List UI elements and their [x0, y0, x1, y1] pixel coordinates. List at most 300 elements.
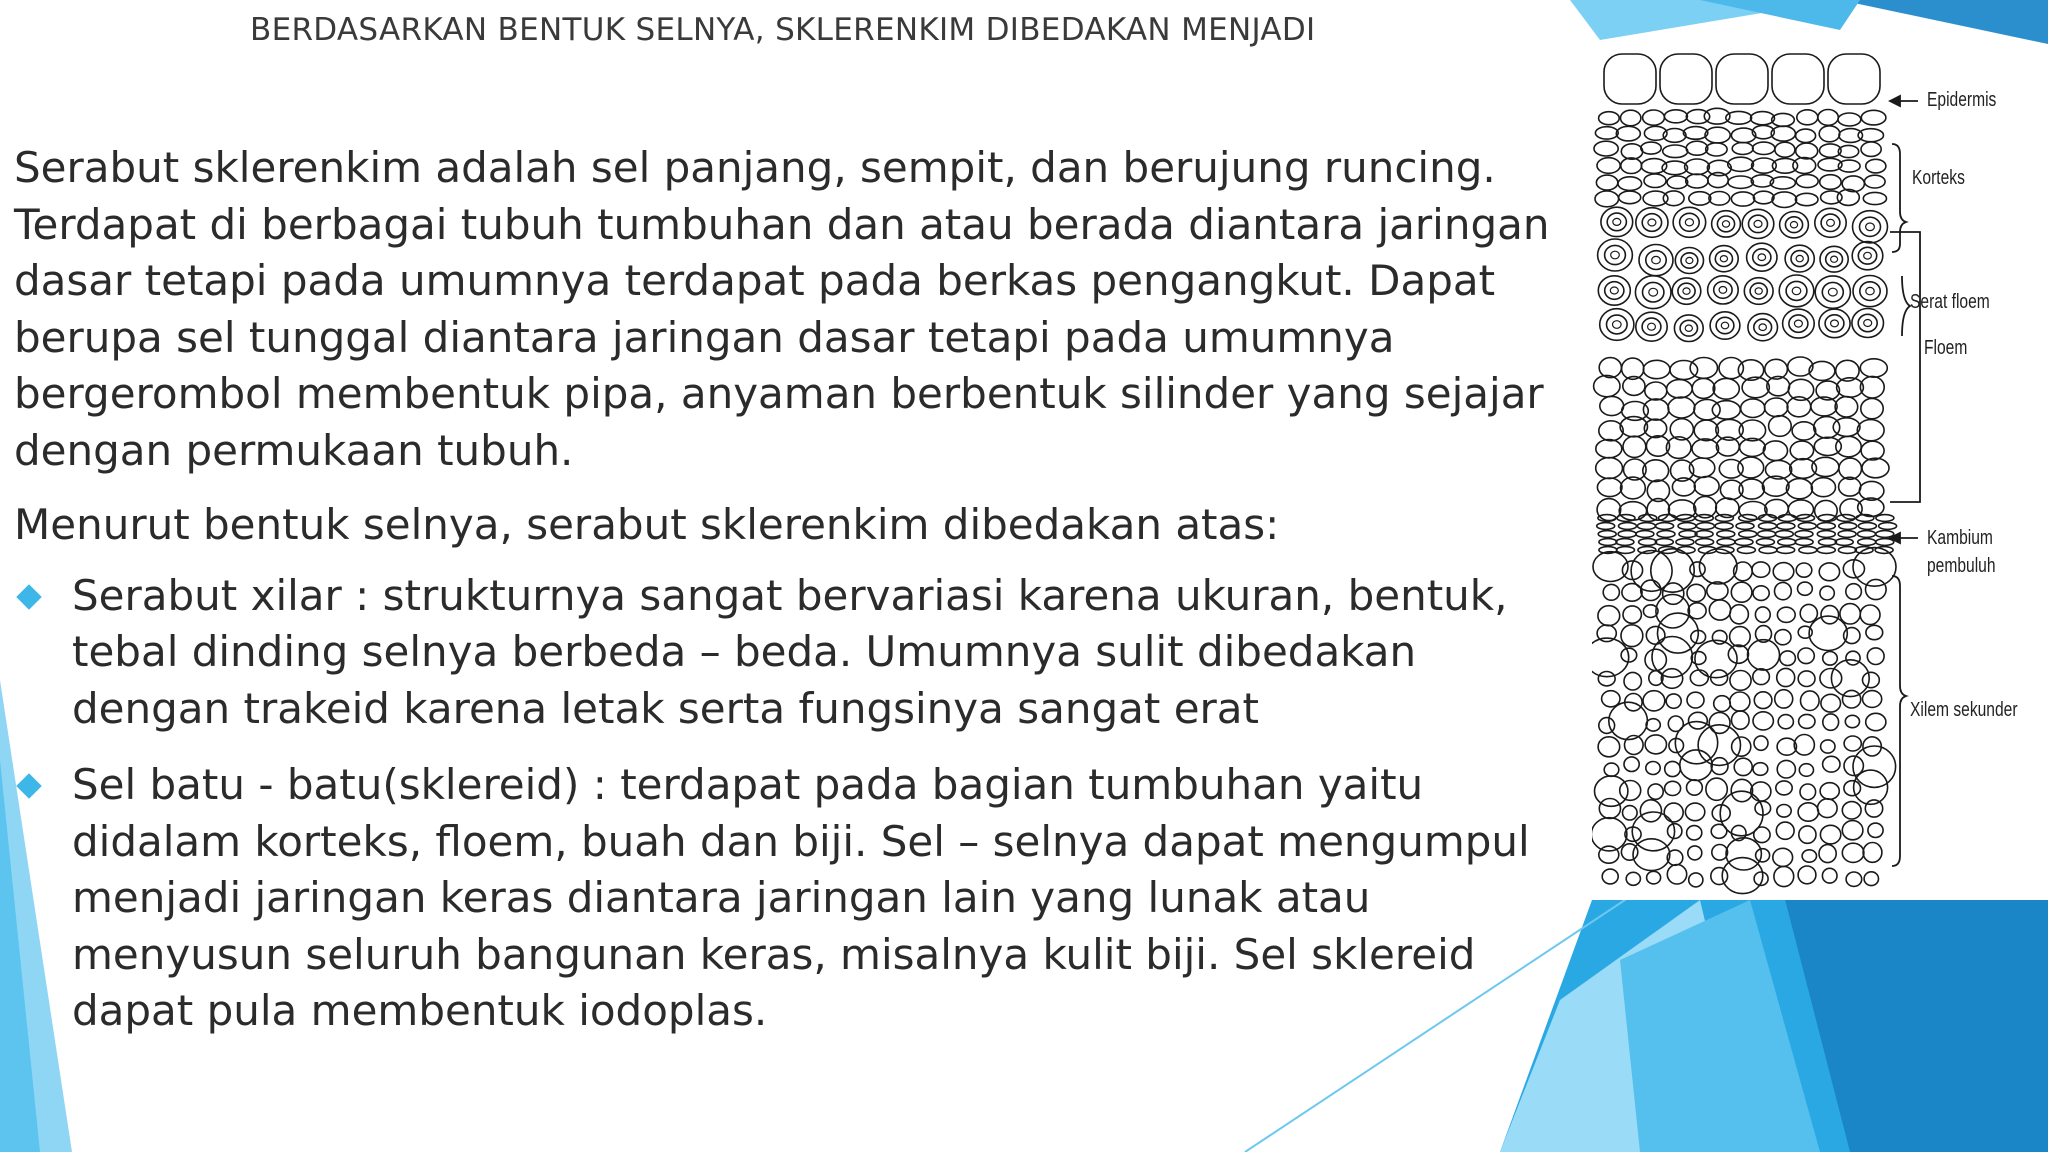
cell-outline [1780, 651, 1796, 666]
cell-outline [1777, 607, 1795, 622]
label-epidermis: Epidermis [1927, 89, 1997, 111]
cell-outline [1819, 563, 1839, 581]
cell-outline [1839, 458, 1862, 479]
cell-outline [1778, 539, 1796, 546]
cell-outline [1689, 873, 1703, 887]
cell-outline [1852, 309, 1884, 338]
cell-outline [1663, 191, 1684, 206]
cell-outline [1741, 399, 1765, 418]
cell-outline [1737, 547, 1755, 554]
cell-outline [1685, 219, 1693, 226]
cell-outline [1730, 627, 1751, 647]
cell-outline [1639, 539, 1657, 546]
cell-outline [1799, 826, 1816, 843]
cell-outline [1732, 711, 1750, 729]
cell-outline [1649, 288, 1658, 296]
cell-outline [1865, 800, 1882, 817]
cell-outline [1736, 523, 1754, 530]
cell-outline [1818, 110, 1838, 126]
cell-outline [1717, 531, 1735, 538]
cell-outline [1839, 523, 1857, 530]
cell-outline [1599, 112, 1620, 125]
cell-outline [1772, 113, 1795, 126]
slide-title: BERDASARKAN BENTUK SELNYA, SKLERENKIM DIBEDAKAN MENJADI [250, 12, 1316, 48]
cell-outline [1687, 584, 1705, 601]
cell-outline [1623, 806, 1638, 820]
cell-outline [1595, 191, 1619, 207]
cell-outline [1667, 865, 1686, 884]
cell-outline [1785, 245, 1814, 272]
cell-outline [1715, 523, 1733, 530]
cell-outline [1657, 531, 1675, 538]
cell-outline [1680, 750, 1712, 781]
label-pembuluh: pembuluh [1927, 555, 1996, 577]
cell-outline [1817, 547, 1835, 554]
cell-outline [1652, 256, 1661, 263]
cell-outline [1696, 539, 1714, 546]
label-korteks: Korteks [1912, 167, 1965, 189]
cell-outline [1689, 192, 1711, 205]
cell-outline [1688, 603, 1706, 619]
cell-outline [1708, 276, 1739, 304]
cell-outline [1772, 192, 1797, 208]
cell-outline [1833, 418, 1860, 437]
cell-outline [1594, 141, 1618, 156]
cell-outline [1795, 531, 1813, 538]
cell-outline [1643, 110, 1665, 125]
cell-outline [1819, 309, 1850, 338]
cell-outline [1598, 531, 1616, 538]
cell-outline [1648, 323, 1656, 330]
cell-outline [1731, 582, 1752, 602]
cell-outline [1685, 325, 1692, 331]
cell-outline [1637, 523, 1655, 530]
cell-outline [1789, 315, 1808, 332]
cell-outline [1861, 441, 1884, 460]
cell-outline [1860, 359, 1887, 377]
cell-outline [1795, 539, 1813, 546]
cell-outline [1595, 776, 1628, 806]
cell-outline [1646, 762, 1660, 775]
cell-outline [1692, 378, 1715, 398]
cell-outline [1866, 713, 1886, 730]
cell-outline [1801, 691, 1820, 711]
cell-outline [1734, 758, 1752, 775]
slide-content [14, 140, 1559, 1060]
cell-outline [1823, 652, 1838, 666]
cell-outline [1836, 436, 1861, 457]
cell-outline [1686, 174, 1708, 188]
cell-outline [1600, 396, 1624, 415]
cell-outline [1641, 142, 1661, 154]
cell-outline [1639, 245, 1673, 276]
bullet-text: Serabut xilar : strukturnya sangat bervariasi karena ukuran, bentuk, tebal dinding selnya berbeda – beda. Umumnya sulit dibedakan dengan trakeid karena letak serta fungsinya sangat erat [72, 570, 1508, 733]
cell-outline [1794, 735, 1814, 756]
cell-outline [1844, 781, 1861, 796]
cell-outline [1844, 628, 1860, 644]
cell-outline [1755, 288, 1762, 294]
cell-outline [1600, 309, 1634, 341]
cell-outline [1753, 712, 1773, 730]
cell-outline [1748, 314, 1778, 341]
cell-outline [1858, 523, 1876, 530]
cell-outline [1687, 692, 1704, 708]
cell-outline [1868, 823, 1883, 837]
cell-outline [1747, 243, 1777, 271]
cell-outline [1817, 523, 1835, 530]
cell-outline [1683, 288, 1690, 294]
cell-outline [1853, 211, 1888, 243]
cell-outline [1668, 500, 1695, 519]
cell-outline [1598, 239, 1633, 271]
cell-outline [1667, 380, 1693, 398]
cell-outline [1670, 361, 1698, 380]
cell-outline [1694, 420, 1718, 441]
cell-outline [1621, 158, 1642, 174]
cell-outline [1820, 586, 1834, 600]
cell-outline [1715, 251, 1732, 267]
cell-outline [1647, 871, 1661, 884]
cell-outline [1694, 477, 1719, 496]
cell-outline [1831, 320, 1839, 327]
cell-outline [1794, 320, 1802, 327]
cell-outline [1599, 846, 1619, 863]
cell-outline [1680, 213, 1700, 231]
cell-outline [1611, 251, 1620, 259]
cell-outline [1744, 278, 1773, 305]
cell-outline [1791, 251, 1808, 267]
cell-outline [1752, 562, 1770, 577]
cell-outline [1783, 309, 1815, 338]
cell-outline [1602, 869, 1618, 884]
cell-outline [1624, 757, 1639, 772]
cell-outline [1846, 584, 1862, 600]
cell-outline [1775, 531, 1793, 538]
cell-outline [1618, 531, 1636, 538]
cell-outline [1799, 764, 1813, 777]
cell-outline [1648, 219, 1656, 226]
cell-outline [1677, 515, 1695, 522]
cell-outline [1730, 692, 1750, 711]
cell-outline [1839, 129, 1863, 143]
cell-outline [1792, 287, 1801, 295]
cell-outline [1796, 255, 1803, 261]
cell-outline [1712, 845, 1728, 861]
cell-outline [1709, 712, 1730, 733]
cell-outline [1742, 209, 1774, 238]
cell-outline [1797, 110, 1818, 125]
cell-outline [1777, 547, 1795, 554]
diamond-bullet-icon [16, 773, 42, 799]
cell-outline [1756, 539, 1774, 546]
cell-outline [1643, 399, 1668, 420]
cell-outline [1861, 398, 1883, 418]
cell-outline [1663, 145, 1688, 158]
cell-outline [1643, 191, 1668, 206]
cell-outline [1821, 214, 1840, 231]
cell-outline [1785, 217, 1802, 233]
cell-outline [1683, 127, 1707, 140]
cell-outline [1863, 672, 1880, 687]
epidermis-cell [1772, 54, 1824, 104]
cell-outline [1644, 174, 1666, 188]
cell-outline [1667, 176, 1688, 189]
cell-outline [1775, 142, 1795, 157]
cell-outline [1599, 358, 1621, 378]
stem-cross-section-figure [1592, 46, 2048, 900]
cell-outline [1616, 539, 1634, 546]
cell-outline [1598, 606, 1620, 626]
cell-outline [1809, 361, 1835, 380]
cell-outline [1838, 531, 1856, 538]
cell-outline [1861, 142, 1881, 156]
cell-outline [1636, 208, 1668, 238]
cell-outline [1719, 287, 1727, 294]
cell-outline [1607, 213, 1626, 231]
cell-outline [1749, 215, 1768, 232]
cell-outline [1730, 605, 1749, 624]
cell-outline [1879, 523, 1897, 530]
cell-outline [1710, 246, 1739, 272]
cell-outline [1635, 276, 1671, 309]
cell-outline [1780, 212, 1809, 238]
cell-outline [1867, 648, 1884, 665]
cell-outline [1678, 283, 1695, 299]
cell-outline [1648, 784, 1663, 799]
cell-outline [1811, 478, 1835, 497]
cell-outline [1597, 158, 1620, 174]
cell-outline [1643, 282, 1664, 302]
cell-outline [1798, 648, 1814, 664]
cell-outline [1866, 625, 1883, 639]
cell-outline [1621, 110, 1641, 126]
cell-outline [1798, 523, 1816, 530]
cell-outline [1685, 159, 1710, 175]
cell-outline [1665, 761, 1681, 776]
cell-outline [1792, 422, 1816, 440]
cell-outline [1706, 778, 1727, 800]
cell-outline [1775, 690, 1793, 708]
cell-outline [1728, 176, 1753, 188]
cell-outline [1798, 671, 1815, 687]
cell-outline [1739, 502, 1767, 520]
cell-outline [1863, 691, 1882, 708]
cell-outline [1773, 848, 1793, 866]
cell-outline [1645, 382, 1667, 400]
cell-outline [1621, 625, 1643, 647]
cell-outline [1598, 737, 1620, 757]
cell-outline [1680, 320, 1697, 336]
cell-outline [1599, 421, 1623, 441]
cell-outline [1626, 872, 1640, 885]
cell-outline [1838, 113, 1861, 126]
cell-outline [1842, 821, 1863, 840]
cell-outline [1835, 539, 1853, 546]
cell-outline [1786, 281, 1807, 300]
cell-outline [1763, 441, 1787, 461]
cell-outline [1853, 548, 1896, 587]
cell-outline [1876, 531, 1894, 538]
cell-outline [1758, 254, 1766, 261]
cell-outline [1825, 315, 1844, 332]
cell-outline [1619, 191, 1641, 204]
cell-outline [1706, 143, 1727, 156]
label-serat-floem: Serat floem [1910, 291, 1990, 313]
epidermis-cell [1660, 54, 1712, 104]
cell-outline [1705, 127, 1730, 143]
cell-outline [1664, 110, 1687, 123]
cell-outline [1666, 694, 1681, 708]
cell-outline [1835, 397, 1858, 417]
cell-outline [1846, 872, 1862, 886]
cell-outline [1678, 523, 1696, 530]
bullet-text: Sel batu - batu(sklereid) : terdapat pada bagian tumbuhan yaitu didalam korteks, floem, buah dan biji. Sel – selnya dapat mengumpul menjadi jaringan keras diantara jaringan lain yang lunak atau menyusun seluruh bangunan keras, misalnya kulit biji. Sel sklereid dapat pula membentuk iodoplas. [72, 760, 1530, 1035]
diamond-bullet-icon [16, 584, 42, 610]
cell-outline [1646, 626, 1665, 644]
cell-outline [1817, 531, 1835, 538]
cell-outline [1843, 690, 1861, 708]
cell-outline [1754, 220, 1762, 227]
cell-outline [1696, 523, 1714, 530]
cell-outline [1748, 640, 1780, 670]
cell-outline [1688, 846, 1702, 860]
cell-outline [1619, 523, 1637, 530]
cell-outline [1661, 669, 1682, 689]
cell-outline [1820, 175, 1841, 190]
cell-outline [1853, 746, 1896, 787]
cell-outline [1692, 439, 1719, 458]
intro-text: Menurut bentuk selnya, serabut sklerenkim dibedakan atas: [14, 500, 1280, 549]
cell-outline [1821, 740, 1835, 753]
cell-outline [1655, 539, 1673, 546]
cell-outline [1864, 320, 1872, 327]
cell-outline [1842, 843, 1864, 862]
cell-outline [1689, 712, 1708, 729]
cell-outline [1617, 515, 1635, 522]
cell-outline [1610, 287, 1618, 294]
cell-outline [1739, 531, 1757, 538]
cell-outline [1714, 696, 1731, 712]
cell-outline [1596, 440, 1622, 458]
bullet-item-serabut-xilar [14, 568, 1559, 738]
cell-outline [1815, 276, 1850, 308]
cell-outline [1675, 248, 1703, 274]
cell-outline [1613, 218, 1621, 225]
cell-outline [1716, 317, 1734, 333]
cell-outline [1864, 252, 1872, 259]
cell-outline [1759, 547, 1777, 554]
cell-outline [1607, 315, 1628, 334]
cell-outline [1845, 715, 1859, 727]
cell-outline [1708, 173, 1728, 188]
cell-outline [1750, 283, 1767, 299]
cell-outline [1597, 523, 1615, 530]
cell-outline [1822, 282, 1843, 301]
cell-outline [1858, 314, 1877, 331]
cell-outline [1642, 318, 1661, 335]
cell-outline [1621, 144, 1642, 159]
cell-outline [1798, 866, 1816, 884]
cell-outline [1717, 216, 1734, 232]
cell-outline [1753, 191, 1774, 204]
cell-outline [1728, 157, 1754, 171]
cell-outline [1645, 735, 1666, 754]
body-paragraph: Serabut sklerenkim adalah sel panjang, sempit, dan berujung runcing. Terdapat di berbagai tubuh tumbuhan dan atau berada diantara jaringan dasar tetapi pada umumnya terdapat pada berkas pengangkut. Dapat berupa sel tunggal diantara jaringan dasar tetapi pada umumnya bergerombol membentuk pipa, anyaman berbentuk silinder yang sejajar dengan permukaan tubuh. [14, 143, 1550, 475]
cell-outline [1790, 222, 1797, 228]
cell-outline [1755, 607, 1770, 622]
cell-outline [1616, 126, 1640, 141]
bullet-list [14, 568, 1559, 1040]
cell-outline [1865, 175, 1886, 188]
cell-outline [1820, 783, 1839, 800]
cell-outline [1690, 670, 1708, 686]
cell-outline [1774, 866, 1794, 886]
cell-outline [1819, 539, 1837, 546]
cell-outline [1815, 208, 1846, 237]
cell-outline [1717, 539, 1735, 546]
cell-outline [1858, 539, 1876, 546]
cell-outline [1796, 175, 1818, 188]
cell-outline [1839, 477, 1861, 496]
cell-outline [1685, 803, 1704, 821]
cell-outline [1831, 256, 1838, 262]
cell-outline [1876, 515, 1894, 522]
cell-outline [1681, 253, 1698, 268]
cell-outline [1617, 547, 1635, 554]
cell-diagram-drawing [1592, 46, 2048, 900]
cell-outline [1800, 604, 1817, 622]
cell-outline [1597, 478, 1622, 497]
cell-outline [1690, 562, 1705, 577]
cell-outline [1753, 249, 1771, 266]
cell-outline [1686, 257, 1693, 263]
cell-outline [1713, 378, 1739, 399]
cell-outline [1754, 692, 1772, 709]
cell-outline [1827, 219, 1835, 226]
cell-outline [1711, 824, 1727, 838]
cell-outline [1802, 850, 1816, 862]
cell-outline [1624, 672, 1641, 690]
cell-outline [1604, 763, 1619, 776]
cell-outline [1759, 324, 1766, 331]
cell-outline [1796, 563, 1812, 577]
cell-outline [1862, 458, 1889, 478]
cell-outline [1776, 822, 1794, 839]
cell-outline [1786, 479, 1812, 499]
cell-outline [1594, 375, 1620, 396]
cell-outline [1668, 397, 1695, 418]
cell-outline [1710, 312, 1740, 339]
cell-outline [1642, 214, 1661, 232]
cell-outline [1754, 736, 1768, 750]
cell-outline [1777, 805, 1791, 818]
cell-outline [1721, 322, 1728, 329]
cell-outline [1853, 276, 1887, 307]
cell-outline [1770, 177, 1795, 189]
cell-outline [1754, 827, 1770, 843]
bullet-item-sel-batu [14, 757, 1559, 1040]
cell-outline [1842, 802, 1861, 819]
cell-outline [1720, 256, 1727, 262]
cell-outline [1646, 251, 1666, 270]
cell-outline [1618, 177, 1642, 191]
cell-outline [1598, 276, 1630, 305]
cell-outline [1596, 458, 1623, 479]
cell-outline [1796, 129, 1816, 142]
cell-outline [1857, 420, 1884, 441]
cell-outline [1846, 651, 1860, 665]
epidermis-cell [1604, 54, 1656, 104]
